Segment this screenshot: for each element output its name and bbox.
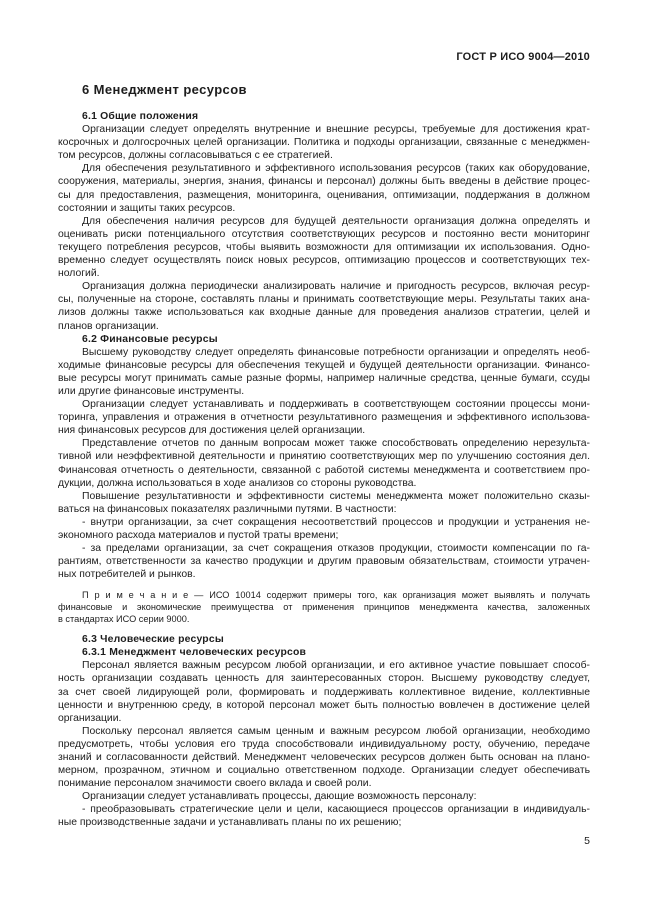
text-line: П р и м е ч а н и е — ИСО 10014 содержит примеры того, как организация может выявлять и получать [82, 590, 590, 601]
subheading: 6.1 Общие положения [82, 111, 199, 122]
text-line: - преобразовывать стратегические цели и цели, касающиеся процессов организации в индивидуаль- [82, 804, 590, 816]
text-line: - внутри организации, за счет сокращения несоответствий процессов и продукции и устранения не- [82, 516, 590, 528]
subheading: 6.3 Человеческие ресурсы [82, 634, 224, 646]
text-line: Организации следует устанавливать процессы, дающие возможность персоналу: [82, 791, 477, 803]
text-line: сы, полученные на стороне, составлять планы и принимать соответствующие меры. Результаты таких ана- [58, 294, 590, 306]
document-code: ГОСТ Р ИСО 9004—2010 [456, 51, 590, 63]
paragraph [58, 659, 590, 724]
text-line: финансовые и экономические преимущества от применения принципов менеджмента качества, заложенных [58, 601, 590, 612]
text-line: планов организации. [58, 320, 159, 332]
text-line: Для обеспечения наличия ресурсов для будущей деятельности организация должна определять и [82, 215, 590, 227]
document-blocks [58, 110, 590, 830]
text-line: лизов должны также использоваться как входные данные для проведения анализов стратегии, целей и [58, 307, 590, 319]
text-line: текущего потребления ресурсов, чтобы выявить возможности для оптимизации их использования. Одно- [58, 241, 590, 253]
paragraph [58, 215, 590, 280]
text-line: Организации следует определять внутренние и внешние ресурсы, требуемые для достижения крат- [82, 124, 590, 136]
text-line: Персонал является важным ресурсом любой организации, и его активное участие повышает способ- [82, 660, 590, 672]
text-line: знаний и согласованности действий. Менеджмент человеческих ресурсов должен быть основан на плано- [58, 752, 590, 763]
text-line: ных потребителей и рынков. [58, 569, 196, 581]
text-line: оценивать риски потенциального отсутствия соответствующих ресурсов и постоянно вести мониторинг [58, 228, 590, 240]
text-line: - за пределами организации, за счет сокращения отказов продукции, стоимости компенсации по га- [82, 543, 590, 555]
text-line: ваться на финансовых показателях различными путями. В частности: [58, 503, 397, 515]
text-line: дукции, должна использоваться в ходе анализов со стороны руководства. [58, 477, 417, 489]
chapter-heading: 6 Менеджмент ресурсов [82, 82, 247, 97]
subheading: 6.3.1 Менеджмент человеческих ресурсов [82, 647, 307, 659]
paragraph [58, 790, 590, 803]
text-line: состоянии и защиты таких ресурсов. [58, 202, 236, 214]
text-line: Для обеспечения результативного и эффективного использования ресурсов (таких как оборудование, [82, 163, 590, 175]
text-line: сы для предоставления, размещения, мониторинга, оценивания, оптимизации, поддержания в должном [58, 189, 590, 201]
note [58, 590, 590, 625]
paragraph [58, 346, 590, 398]
text-line: Организация должна периодически анализировать наличие и пригодность ресурсов, включая ресур- [82, 281, 590, 293]
paragraph [58, 542, 590, 581]
text-line: в стандартах ИСО серии 9000. [58, 613, 190, 624]
text-line: Высшему руководству следует определять финансовые потребности организации и определять необ- [82, 346, 590, 358]
text-line: Организации следует устанавливать и поддерживать в соответствующем состоянии процессы мони- [82, 399, 590, 411]
text-line: или другие финансовые инструменты. [58, 385, 245, 397]
paragraph [58, 123, 590, 162]
text-line: экономного расхода материалов и пустой траты времени; [58, 530, 339, 541]
text-line: Представление отчетов по данным вопросам может также способствовать определению нерезульта- [82, 438, 590, 450]
text-line: косрочных и долгосрочных целей организации. Политика и подходы организации, связанные с менеджмен- [58, 137, 590, 149]
text-line: торинга, управления и отражения в отчетности результативного размещения и эффективного использова- [58, 412, 590, 424]
paragraph [58, 437, 590, 489]
paragraph [58, 398, 590, 437]
text-line: нологий. [58, 268, 100, 280]
text-line: мерном, прозрачном, этичном и социально ответственном подходе. Организации следует обеспечивать [58, 765, 590, 777]
text-line: рантиям, ответственности за качество продукции и другим правовым обязательствам, стоимости утрачен- [58, 556, 590, 568]
text-line: предусмотреть, чтобы условия его труда способствовали индивидуальному росту, обучению, передаче [58, 738, 590, 750]
text-line: Повышение результативности и эффективности системы менеджмента может положительно сказы- [82, 490, 590, 502]
text-line: ходимые финансовые ресурсы для обеспечения текущей и будущей деятельности организации. Финансо- [58, 359, 590, 371]
paragraph [58, 516, 590, 542]
text-line: Финансовая отчетность о деятельности, связанной с работой системы менеджмента и соответствием про- [58, 464, 590, 476]
text-line: ния финансовых ресурсов для достижения целей организации. [58, 425, 366, 437]
text-line: Поскольку персонал является самым ценным и важным ресурсом любой организации, необходимо [82, 725, 590, 737]
text-line: тивной или неэффективной деятельности и принятию соответствующих мер по улучшению состояния дел. [58, 451, 590, 463]
subheading: 6.2 Финансовые ресурсы [82, 333, 218, 345]
text-line: ценности и внутреннюю среду, в которой персонал может быть полностью вовлечен в достижение целей [58, 699, 590, 711]
text-line: ность организации создавать ценность для заинтересованных сторон. Высшему руководству следует, [58, 673, 590, 685]
text-line: вые ресурсы могут принимать самые разные формы, например наличные средства, ценные бумаги, ссуды [58, 372, 590, 384]
text-line: временно следует осуществлять поиск новых ресурсов, оптимизацию процессов и соответствующих тех- [58, 255, 590, 267]
text-line: сооружения, материалы, энергия, знания, финансы и персонал) должны быть введены в действие процес- [58, 176, 590, 188]
text-line: за счет своей лидирующей роли, формировать и поддерживать коллективное видение, коллективные [58, 686, 590, 698]
text-line: понимание персоналом значимости своего вклада и своей роли. [58, 778, 372, 790]
paragraph [58, 725, 590, 790]
page-number: 5 [584, 835, 590, 847]
text-line: том ресурсов, должны согласовываться с ее стратегией. [58, 150, 333, 162]
text-line: ные производственные задачи и устанавливать планы по их решению; [58, 817, 402, 829]
text-line: организации. [58, 712, 122, 724]
paragraph [58, 803, 590, 829]
paragraph [58, 490, 590, 516]
paragraph [58, 280, 590, 332]
paragraph [58, 162, 590, 214]
